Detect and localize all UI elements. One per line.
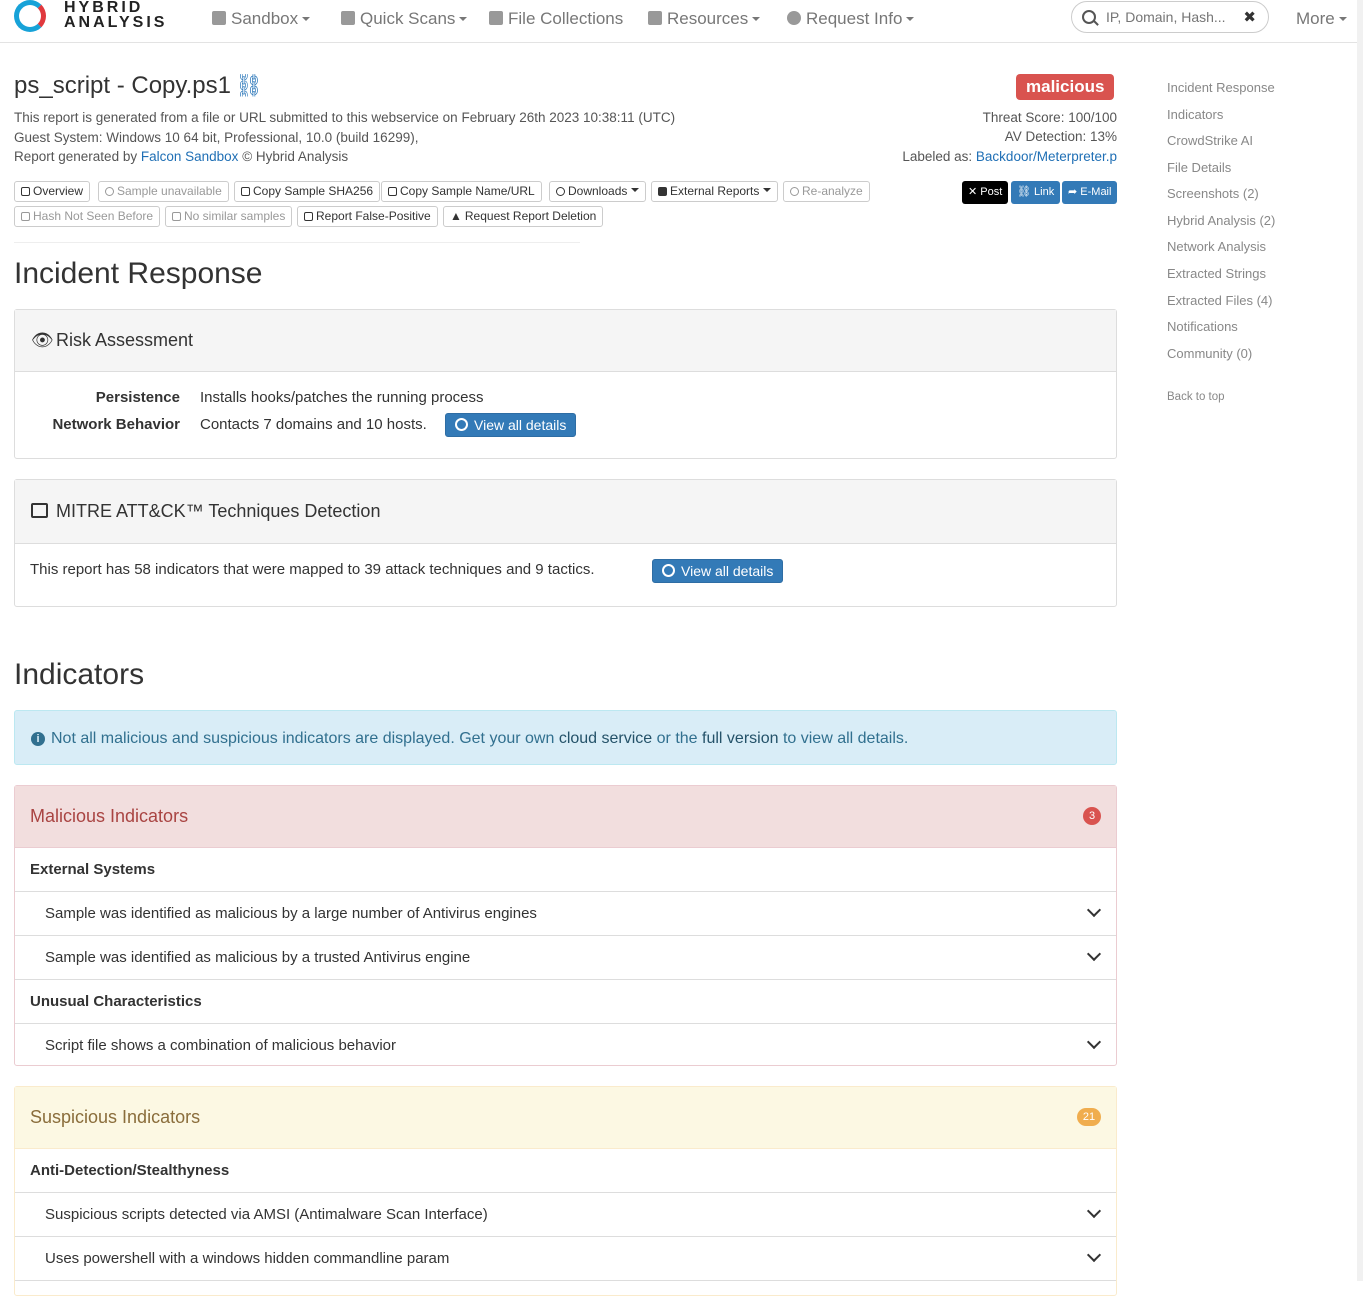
files-icon xyxy=(489,11,503,25)
question-circle-icon xyxy=(787,11,801,25)
eye-icon: 👁 xyxy=(31,330,54,350)
table-icon xyxy=(31,503,48,518)
malicious-count-badge: 3 xyxy=(1083,807,1101,825)
info-alert: i Not all malicious and suspicious indicators are displayed. Get your own cloud service or the full version to view all details. xyxy=(14,710,1117,765)
sidenav-extracted-strings[interactable]: Extracted Strings xyxy=(1167,266,1266,281)
sidenav-notifications[interactable]: Notifications xyxy=(1167,319,1238,334)
caret-down-icon xyxy=(906,17,914,21)
nav-quick-scans[interactable]: Quick Scans xyxy=(341,9,467,29)
report-false-positive-button[interactable]: Report False-Positive xyxy=(297,206,438,227)
sidenav-hybrid-analysis[interactable]: Hybrid Analysis (2) xyxy=(1167,213,1276,228)
sidenav-crowdstrike-ai[interactable]: CrowdStrike AI xyxy=(1167,133,1253,148)
indicators-heading: Indicators xyxy=(14,658,145,691)
risk-assessment-header: 👁 Risk Assessment xyxy=(15,310,1116,372)
chevron-down-icon xyxy=(1087,1035,1101,1049)
page-title: ps_script - Copy.ps1 ⛓ xyxy=(14,72,263,99)
folder-icon xyxy=(648,11,662,25)
link-icon xyxy=(21,187,30,196)
indicator-row[interactable]: Uses powershell with a windows hidden commandline param xyxy=(15,1237,1116,1281)
logo-ring-icon xyxy=(14,0,46,32)
label-link[interactable]: Backdoor/Meterpreter.p xyxy=(975,149,1117,164)
category-unusual-characteristics: Unusual Characteristics xyxy=(15,980,1116,1024)
info-icon: i xyxy=(31,732,45,746)
search-icon xyxy=(455,418,468,431)
indicator-row[interactable]: Suspicious scripts detected via AMSI (Antimalware Scan Interface) xyxy=(15,1193,1116,1237)
file-upload-icon xyxy=(341,11,355,25)
copy-icon xyxy=(21,212,30,221)
caret-down-icon xyxy=(752,17,760,21)
caret-down-icon xyxy=(763,188,771,192)
downloads-button[interactable]: Downloads xyxy=(549,181,646,202)
copy-icon xyxy=(172,212,181,221)
mitre-panel xyxy=(14,479,1117,607)
book-icon xyxy=(658,187,667,196)
request-deletion-button[interactable]: ▲ Request Report Deletion xyxy=(443,206,603,227)
copy-icon xyxy=(388,187,397,196)
back-to-top-link[interactable]: Back to top xyxy=(1167,391,1225,403)
hash-not-seen-button[interactable]: Hash Not Seen Before xyxy=(14,206,160,227)
logo-text-bottom: ANALYSIS xyxy=(64,14,168,31)
sidenav-incident-response[interactable]: Incident Response xyxy=(1167,80,1275,95)
nav-request-info[interactable]: Request Info xyxy=(787,9,914,29)
link-icon: ⛓ xyxy=(1017,186,1035,198)
caret-down-icon xyxy=(459,17,467,21)
warning-icon: ▲ xyxy=(450,209,462,223)
copy-icon xyxy=(241,187,250,196)
share-email-button[interactable]: ➦ E-Mail xyxy=(1062,181,1117,204)
sidenav-extracted-files[interactable]: Extracted Files (4) xyxy=(1167,293,1273,308)
share-icon: ➦ xyxy=(1068,186,1081,198)
view-network-details-button[interactable]: View all details xyxy=(445,413,576,437)
suspicious-indicators-panel xyxy=(14,1086,1117,1296)
threat-score: Threat Score: 100/100 xyxy=(982,110,1117,125)
chevron-down-icon xyxy=(1087,1248,1101,1262)
post-x-button[interactable]: ✕ Post xyxy=(962,181,1008,204)
malicious-indicators-header[interactable]: Malicious Indicators 3 xyxy=(15,786,1116,848)
suspicious-count-badge: 21 xyxy=(1077,1108,1101,1126)
report-generator-info: Report generated by Falcon Sandbox © Hybrid Analysis xyxy=(14,149,349,164)
sidenav-indicators[interactable]: Indicators xyxy=(1167,107,1224,122)
indicator-row[interactable]: Sample was identified as malicious by a large number of Antivirus engines xyxy=(15,892,1116,936)
suspicious-indicators-header[interactable]: Suspicious Indicators 21 xyxy=(15,1087,1116,1149)
chevron-down-icon xyxy=(1087,947,1101,961)
overview-button[interactable]: Overview xyxy=(14,181,90,202)
view-mitre-details-button[interactable]: View all details xyxy=(652,559,783,583)
chevron-down-icon xyxy=(1087,903,1101,917)
indicator-row[interactable]: Script file shows a combination of malicious behavior xyxy=(15,1024,1116,1067)
clear-search-icon[interactable]: ✖ xyxy=(1243,9,1256,26)
caret-down-icon xyxy=(631,188,639,192)
external-reports-button[interactable]: External Reports xyxy=(651,181,778,202)
search-box xyxy=(1071,1,1269,33)
cloud-service-link[interactable]: cloud service xyxy=(558,730,653,747)
full-version-link[interactable]: full version xyxy=(702,730,779,747)
x-logo-icon: ✕ xyxy=(968,186,981,198)
share-link-button[interactable]: ⛓ Link xyxy=(1011,181,1060,204)
chevron-down-icon xyxy=(1087,1204,1101,1218)
falcon-sandbox-link[interactable]: Falcon Sandbox xyxy=(140,149,239,164)
logo-text-top: HYBRID xyxy=(64,0,144,16)
sidenav-network-analysis[interactable]: Network Analysis xyxy=(1167,239,1266,254)
category-external-systems: External Systems xyxy=(15,848,1116,892)
copy-sha256-button[interactable]: Copy Sample SHA256 xyxy=(234,181,380,202)
sidenav-screenshots[interactable]: Screenshots (2) xyxy=(1167,186,1259,201)
network-behavior-value: Contacts 7 domains and 10 hosts. xyxy=(200,416,427,433)
caret-down-icon xyxy=(1339,17,1347,21)
incident-response-heading: Incident Response xyxy=(14,257,263,290)
indicator-row[interactable]: Sample was identified as malicious by a trusted Antivirus engine xyxy=(15,936,1116,980)
labeled-as: Labeled as: Backdoor/Meterpreter.p xyxy=(902,149,1117,164)
copy-name-url-button[interactable]: Copy Sample Name/URL xyxy=(381,181,542,202)
top-navbar xyxy=(0,0,1363,43)
av-detection: AV Detection: 13% xyxy=(1004,129,1117,144)
hybrid-analysis-logo[interactable] xyxy=(14,0,184,38)
guest-system-info: Guest System: Windows 10 64 bit, Professional, 10.0 (build 16299), xyxy=(14,130,419,145)
search-icon xyxy=(1082,10,1096,24)
sidenav-community[interactable]: Community (0) xyxy=(1167,346,1253,361)
cube-icon xyxy=(212,11,226,25)
report-submission-info: This report is generated from a file or URL submitted to this webservice on February 26th 2023 10:38:11 (UTC) xyxy=(14,110,676,125)
verdict-badge: malicious xyxy=(1016,74,1114,100)
download-icon xyxy=(556,187,565,196)
permalink-icon[interactable]: ⛓ xyxy=(234,73,263,98)
sample-unavailable-button[interactable]: Sample unavailable xyxy=(98,181,229,202)
network-behavior-label: Network Behavior xyxy=(52,416,180,433)
download-icon xyxy=(105,187,114,196)
scrollbar[interactable] xyxy=(1357,0,1363,1281)
risk-assessment-panel xyxy=(14,309,1117,459)
category-anti-detection: Anti-Detection/Stealthyness xyxy=(15,1149,1116,1193)
sidenav-file-details[interactable]: File Details xyxy=(1167,160,1232,175)
reanalyze-button[interactable]: Re-analyze xyxy=(783,181,870,202)
mitre-summary: This report has 58 indicators that were mapped to 39 attack techniques and 9 tactics. xyxy=(30,561,595,578)
persistence-value: Installs hooks/patches the running process xyxy=(200,389,484,406)
nav-sandbox[interactable]: Sandbox xyxy=(212,9,310,29)
flag-icon xyxy=(304,212,313,221)
search-input[interactable] xyxy=(1104,8,1238,26)
malicious-indicators-panel xyxy=(14,785,1117,1066)
mitre-header: MITRE ATT&CK™ Techniques Detection xyxy=(15,480,1116,544)
persistence-label: Persistence xyxy=(95,389,180,406)
nav-file-collections[interactable]: File Collections xyxy=(489,9,623,29)
nav-more[interactable]: More xyxy=(1296,9,1347,29)
refresh-icon xyxy=(790,187,799,196)
divider xyxy=(14,242,580,243)
no-similar-samples-button[interactable]: No similar samples xyxy=(165,206,292,227)
nav-resources[interactable]: Resources xyxy=(648,9,760,29)
search-icon xyxy=(662,564,675,577)
caret-down-icon xyxy=(302,17,310,21)
